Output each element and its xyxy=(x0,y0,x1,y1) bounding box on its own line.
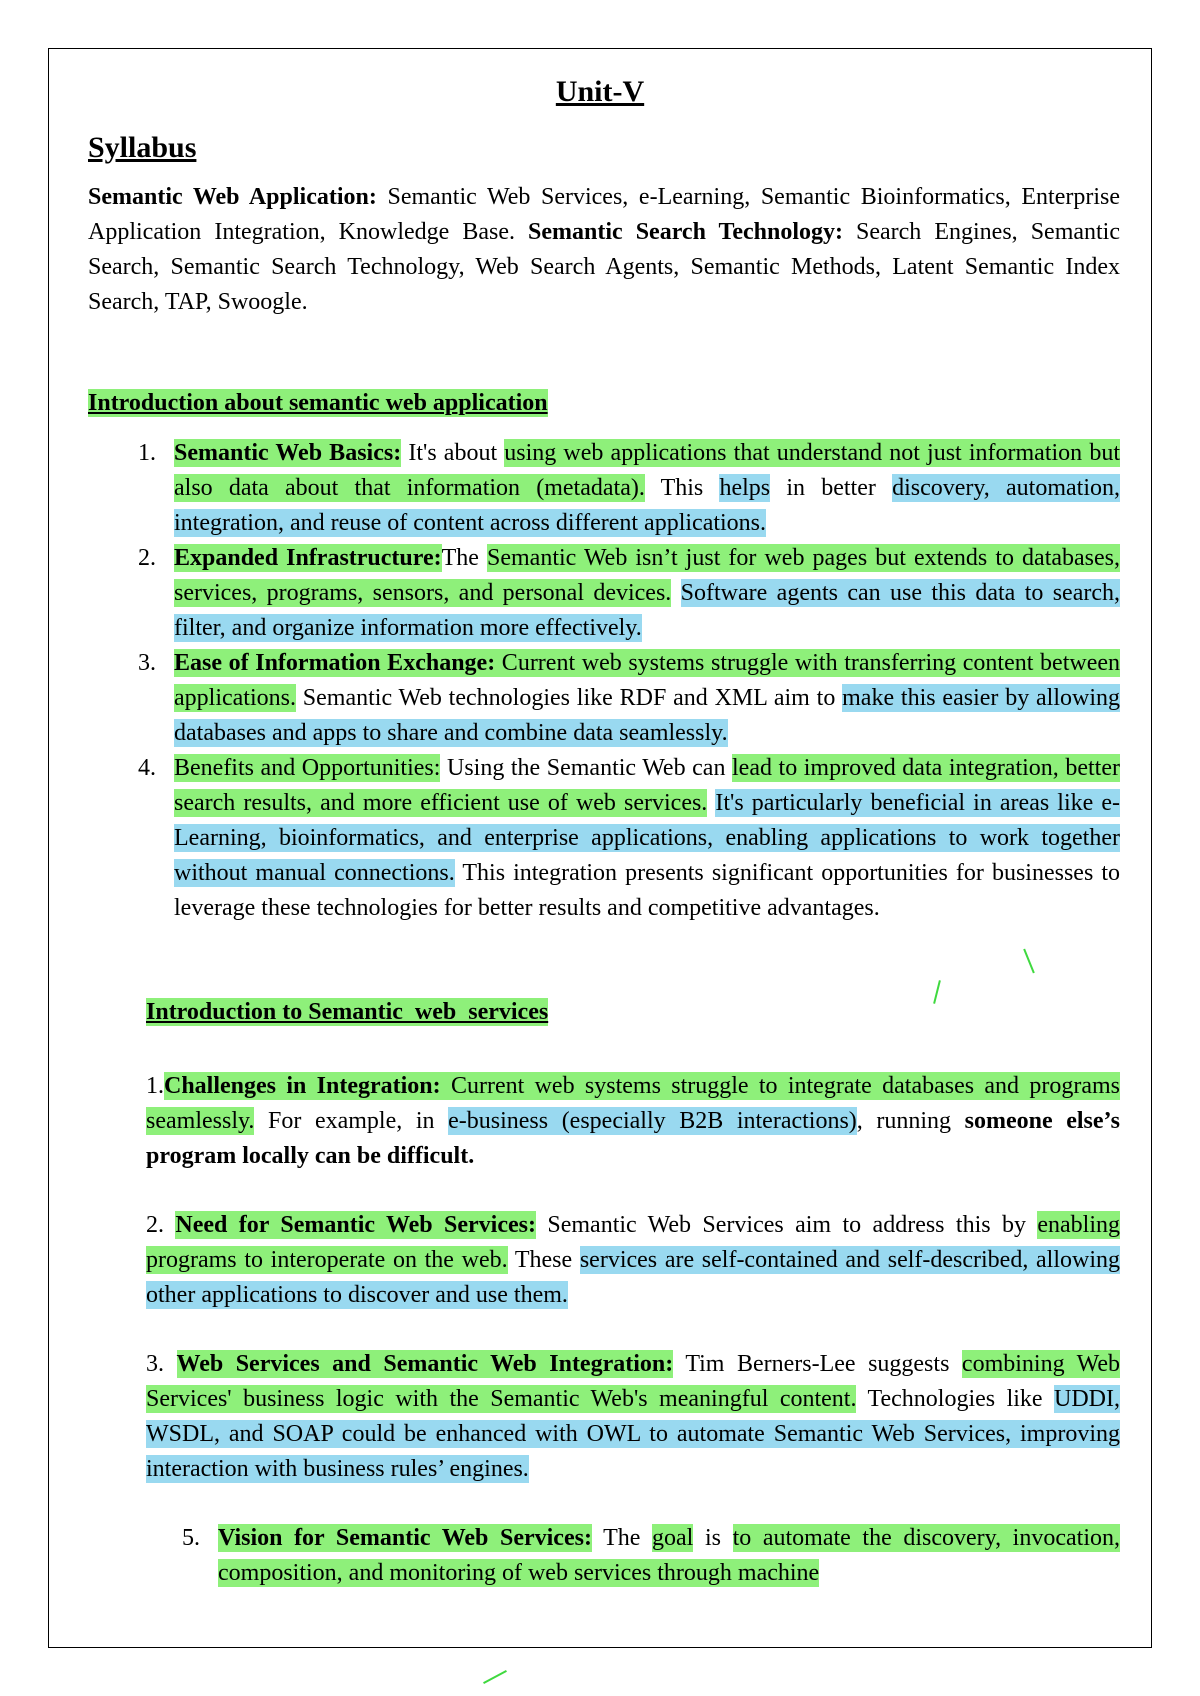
item-label: Semantic Web Basics: xyxy=(174,440,402,466)
section-heading-services: Introduction to Semantic web services xyxy=(146,999,549,1025)
list-number: 4. xyxy=(138,755,156,781)
services-paragraph-3: 3. Web Services and Semantic Web Integration: Tim Berners-Lee suggests combining Web Services' business logic with the Semantic Web's meaningful content. Technologies like UDDI, WSDL, and SOAP could be enhanced with OWL to automate Semantic Web Services, improving interaction with business rules’ engines. xyxy=(146,1351,1121,1482)
services-paragraph-2: 2. Need for Semantic Web Services: Semantic Web Services aim to address this by enabling programs to interoperate on the web. These services are self-contained and self-described, allowing other applications to discover and use them. xyxy=(146,1212,1121,1308)
item-label: Challenges in Integration: xyxy=(164,1073,441,1099)
syllabus-paragraph xyxy=(88,180,1120,320)
page-title: Unit-V xyxy=(555,75,645,108)
item-label: Web Services and Semantic Web Integration: xyxy=(176,1351,674,1377)
syllabus-label-search: Semantic Search Technology: xyxy=(528,219,843,245)
item-label: Expanded Infrastructure: xyxy=(174,545,442,571)
item-label: Ease of Information Exchange: xyxy=(174,650,496,676)
pen-mark xyxy=(483,1670,507,1684)
item-label: Benefits and Opportunities: xyxy=(174,755,441,781)
syllabus-search-topics: Search Engines, Semantic Search, Semantic Search Technology, Web Search Agents, Semantic Methods, Latent Semantic Index Search, TAP, Swoogle. xyxy=(88,219,1120,315)
section-heading-application: Introduction about semantic web application xyxy=(88,390,548,416)
list-number: 3. xyxy=(138,650,156,676)
item-label: Vision for Semantic Web Services: xyxy=(218,1525,592,1551)
services-paragraph-5: Vision for Semantic Web Services: The goal is to automate the discovery, invocation, composition, and monitoring of web services through machine xyxy=(218,1525,1120,1586)
syllabus-label-application: Semantic Web Application: xyxy=(88,184,377,210)
list-item: Expanded Infrastructure:The Semantic Web isn’t just for web pages but extends to databases, services, programs, sensors, and personal devices. Software agents can use this data to search, filter, and organize information more effectively. xyxy=(174,545,1121,641)
list-number: 5. xyxy=(182,1525,200,1551)
list-number: 1. xyxy=(138,440,156,466)
item-label: Need for Semantic Web Services: xyxy=(175,1212,536,1238)
services-paragraph-1: 1.Challenges in Integration: Current web systems struggle to integrate databases and programs seamlessly. For example, in e-business (especially B2B interactions), running someone else’s program locally can be difficult. xyxy=(146,1073,1121,1169)
list-item: Ease of Information Exchange: Current web systems struggle with transferring content between applications. Semantic Web technologies like RDF and XML aim to make this easier by allowing databases and apps to share and combine data seamlessly. xyxy=(174,650,1121,746)
list-number: 2. xyxy=(138,545,156,571)
list-item: Benefits and Opportunities: Using the Semantic Web can lead to improved data integration, better search results, and more efficient use of web services. It's particularly beneficial in areas like e-Learning, bioinformatics, and enterprise applications, enabling applications to work together without manual connections. This integration presents significant opportunities for businesses to leverage these technologies for better results and competitive advantages. xyxy=(174,755,1121,921)
syllabus-heading: Syllabus xyxy=(88,131,197,164)
syllabus-application-topics: Semantic Web Services, e-Learning, Semantic Bioinformatics, Enterprise Application Integration, Knowledge Base. xyxy=(88,184,1120,245)
list-item: Semantic Web Basics: It's about using web applications that understand not just information but also data about that information (metadata). This helps in better discovery, automation, integration, and reuse of content across different applications. xyxy=(174,440,1120,536)
